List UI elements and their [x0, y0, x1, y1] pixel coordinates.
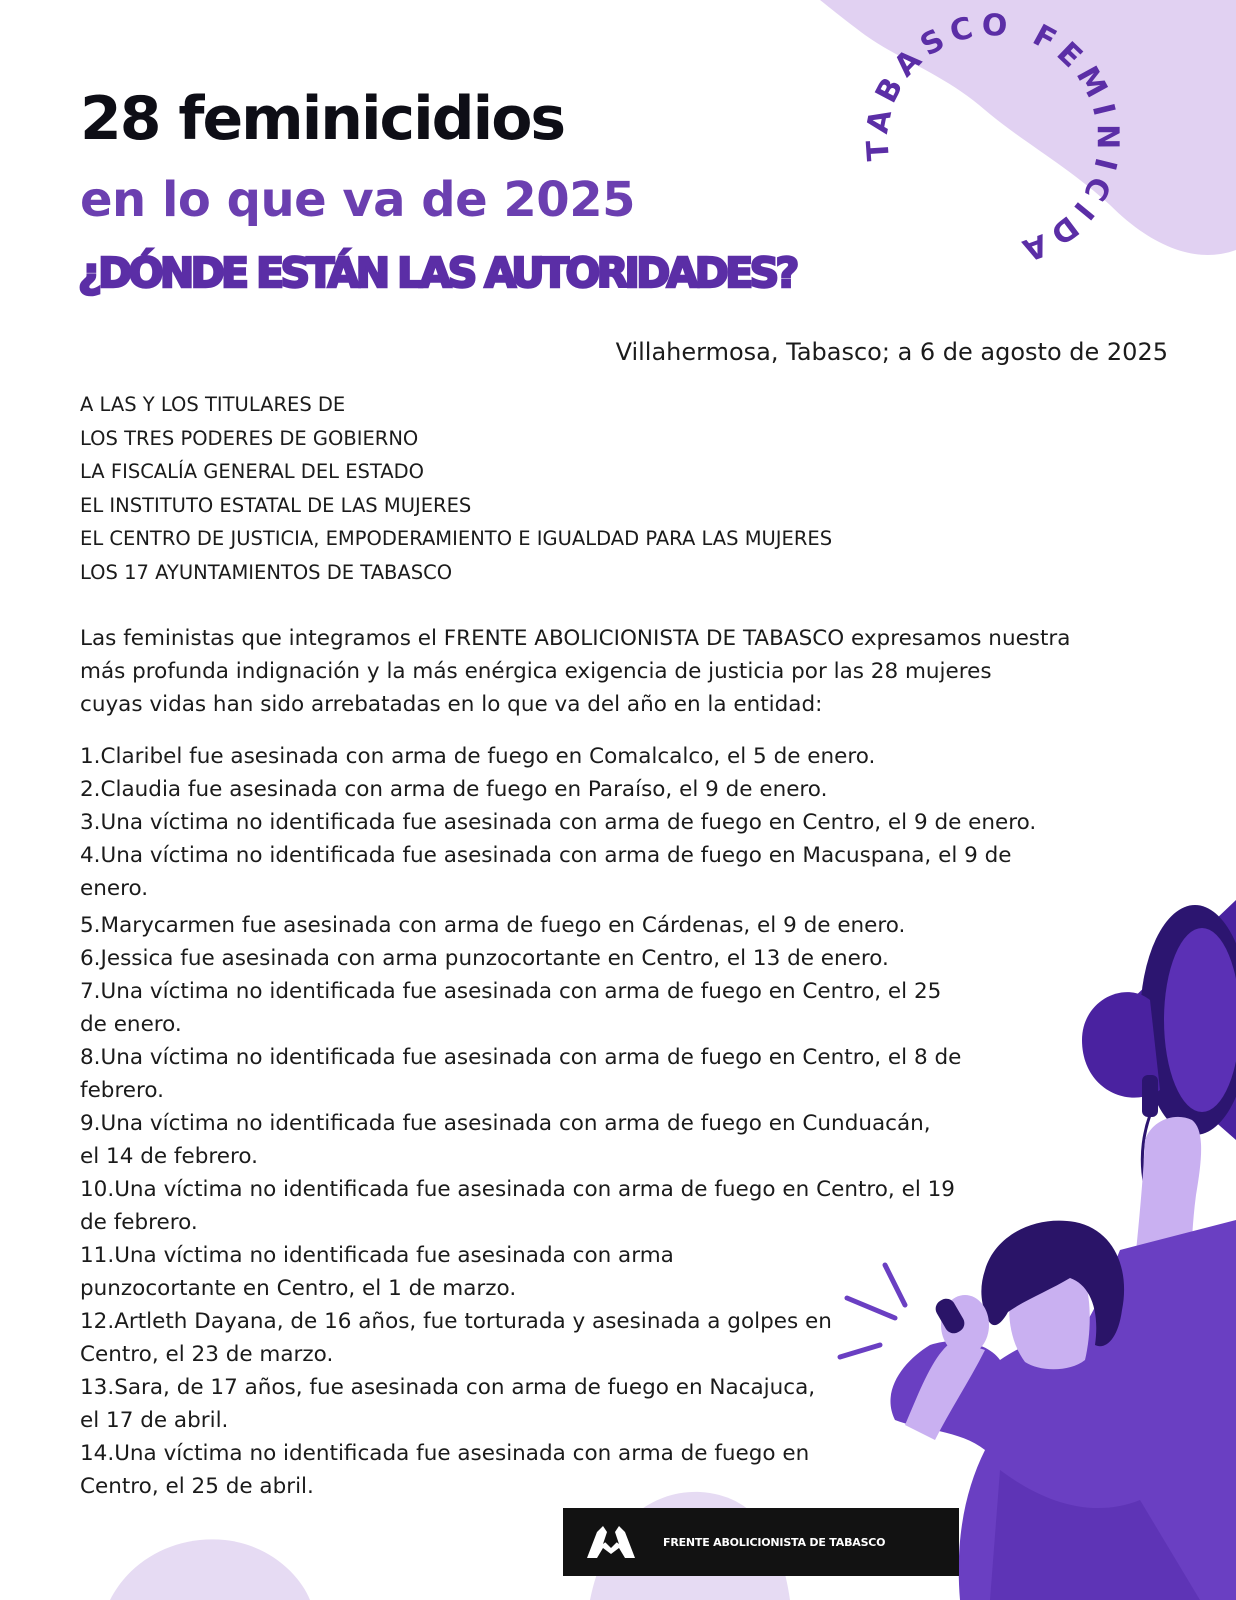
victims-list: [80, 740, 1036, 1503]
list-item: 7.Una víctima no identificada fue asesinada con arma de fuego en Centro, el 25 de enero.: [80, 979, 942, 1037]
list-item: 1.Claribel fue asesinada con arma de fuego en Comalcalco, el 5 de enero.: [80, 744, 876, 769]
list-item: 13.Sara, de 17 años, fue asesinada con arma de fuego en Nacajuca, el 17 de abril.: [80, 1375, 816, 1433]
intro-line: más profunda indignación y la más enérgica exigencia de justicia por las 28 mujeres: [80, 659, 992, 684]
recipient-line: LOS TRES PODERES DE GOBIERNO: [80, 426, 419, 450]
intro-paragraph: [80, 622, 1180, 721]
list-item: 8.Una víctima no identificada fue asesinada con arma de fuego en Centro, el 8 de febrero.: [80, 1045, 962, 1103]
seal-text: TABASCO FEMINICIDA: [860, 7, 1125, 270]
list-item: 11.Una víctima no identificada fue asesinada con arma punzocortante en Centro, el 1 de marzo.: [80, 1243, 674, 1301]
recipients-list: [80, 388, 832, 589]
recipient-line: A LAS Y LOS TITULARES DE: [80, 393, 346, 416]
list-item: 6.Jessica fue asesinada con arma punzocortante en Centro, el 13 de enero.: [80, 946, 889, 971]
recipient-line: EL CENTRO DE JUSTICIA, EMPODERAMIENTO E IGUALDAD PARA LAS MUJERES: [80, 527, 833, 550]
list-item: 2.Claudia fue asesinada con arma de fuego en Paraíso, el 9 de enero.: [80, 777, 828, 802]
subheadline: en lo que va de 2025: [80, 172, 635, 228]
list-item: 10.Una víctima no identificada fue asesinada con arma de fuego en Centro, el 19 de febrero.: [80, 1177, 955, 1235]
recipient-line: EL INSTITUTO ESTATAL DE LAS MUJERES: [80, 493, 472, 517]
list-item: 14.Una víctima no identificada fue asesinada con arma de fuego en Centro, el 25 de abril.: [80, 1441, 810, 1499]
list-item: 4.Una víctima no identificada fue asesinada con arma de fuego en Macuspana, el 9 de enero.: [80, 843, 1012, 901]
list-item: 12.Artleth Dayana, de 16 años, fue torturada y asesinada a golpes en Centro, el 23 de marzo.: [80, 1309, 832, 1367]
list-item: 5.Marycarmen fue asesinada con arma de fuego en Cárdenas, el 9 de enero.: [80, 913, 906, 938]
organization-badge: [563, 1508, 959, 1576]
question-heading: ¿DÓNDE ESTÁN LAS AUTORIDADES?: [78, 249, 796, 297]
raised-hands-logo-icon: [581, 1522, 641, 1562]
intro-line: Las feministas que integramos el FRENTE ABOLICIONISTA DE TABASCO expresamos nuestra: [80, 626, 1071, 651]
list-item: 3.Una víctima no identificada fue asesinada con arma de fuego en Centro, el 9 de enero.: [80, 810, 1037, 835]
headline: 28 feminicidios: [80, 84, 565, 154]
recipient-line: LA FISCALÍA GENERAL DEL ESTADO: [80, 460, 425, 483]
intro-line: cuyas vidas han sido arrebatadas en lo que va del año en la entidad:: [80, 692, 823, 717]
place-date: Villahermosa, Tabasco; a 6 de agosto de 2025: [615, 338, 1168, 366]
recipient-line: LOS 17 AYUNTAMIENTOS DE TABASCO: [80, 560, 453, 584]
badge-text: FRENTE ABOLICIONISTA DE TABASCO: [663, 1535, 886, 1549]
list-item: 9.Una víctima no identificada fue asesinada con arma de fuego en Cunduacán, el 14 de febrero.: [80, 1111, 931, 1169]
